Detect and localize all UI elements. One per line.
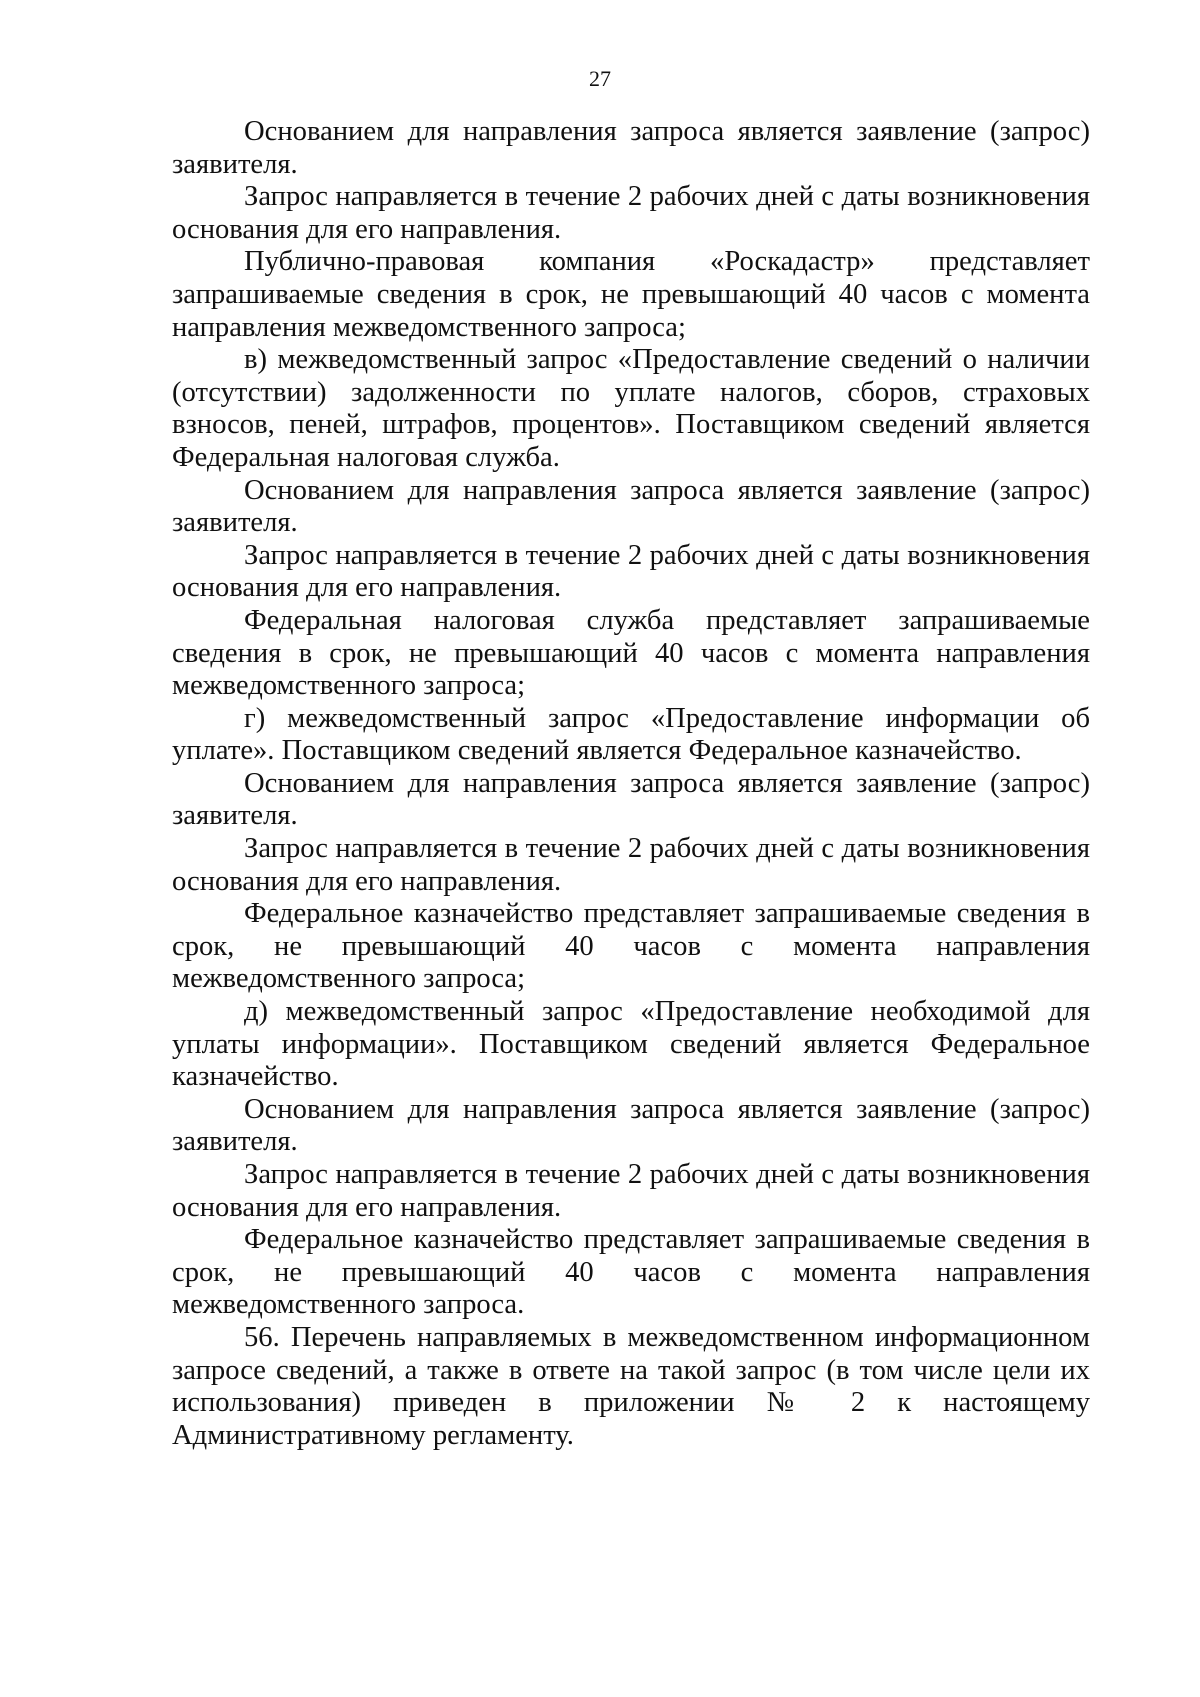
paragraph-item-56: 56. Перечень направляемых в межведомственном информационном запросе сведений, а также в ответе на такой запрос (в том числе цели их использования) приведен в приложении № 2 к настоящему Административному регламенту. (172, 1321, 1090, 1451)
paragraph-fns-response: Федеральная налоговая служба представляет запрашиваемые сведения в срок, не превышающий 40 часов с момента направления межведомственного запроса; (172, 604, 1090, 702)
paragraph-item-d: д) межведомственный запрос «Предоставление необходимой для уплаты информации». Поставщиком сведений является Федеральное казначейство. (172, 996, 1090, 1093)
paragraph-deadline-1: Запрос направляется в течение 2 рабочих дней с даты возникновения основания для его направления. (172, 181, 1090, 245)
paragraph-deadline-4: Запрос направляется в течение 2 рабочих дней с даты возникновения основания для его направления. (172, 1159, 1090, 1223)
paragraph-basis-3: Основанием для направления запроса является заявление (запрос) заявителя. (172, 767, 1090, 832)
paragraph-item-g: г) межведомственный запрос «Предоставление информации об уплате». Поставщиком сведений является Федеральное казначейство. (172, 702, 1090, 767)
paragraph-basis-4: Основанием для направления запроса является заявление (запрос) заявителя. (172, 1093, 1090, 1158)
paragraph-item-v: в) межведомственный запрос «Предоставление сведений о наличии (отсутствии) задолженности по уплате налогов, сборов, страховых взносов, пеней, штрафов, процентов». Поставщиком сведений является Федеральная налоговая служба. (172, 344, 1090, 473)
paragraph-basis-1: Основанием для направления запроса является заявление (запрос) заявителя. (172, 116, 1090, 180)
paragraph-basis-2: Основанием для направления запроса является заявление (запрос) заявителя. (172, 474, 1090, 539)
paragraph-treasury-response-2: Федеральное казначейство представляет запрашиваемые сведения в срок, не превышающий 40 часов с момента направления межведомственного запроса. (172, 1224, 1090, 1321)
document-body (172, 116, 1090, 1452)
page-number: 27 (589, 66, 611, 91)
paragraph-deadline-3: Запрос направляется в течение 2 рабочих дней с даты возникновения основания для его направления. (172, 833, 1090, 897)
paragraph-roskadastr-response: Публично-правовая компания «Роскадастр» представляет запрашиваемые сведения в срок, не превышающий 40 часов с момента направления межведомственного запроса; (172, 246, 1090, 343)
paragraph-treasury-response-1: Федеральное казначейство представляет запрашиваемые сведения в срок, не превышающий 40 часов с момента направления межведомственного запроса; (172, 898, 1090, 995)
paragraph-deadline-2: Запрос направляется в течение 2 рабочих дней с даты возникновения основания для его направления. (172, 539, 1090, 604)
